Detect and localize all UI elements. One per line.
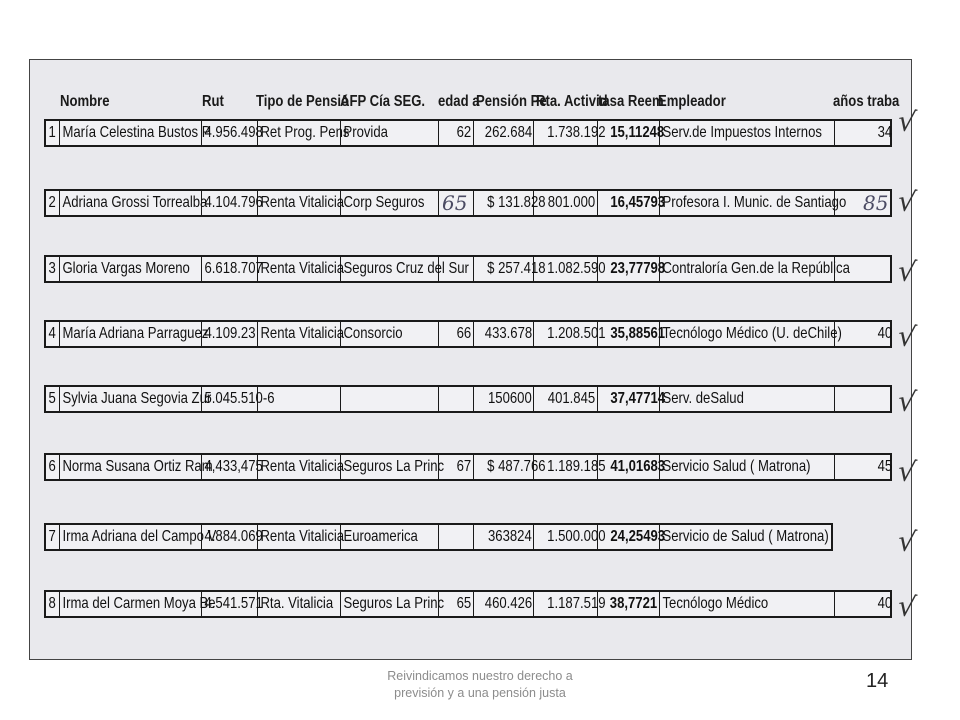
cell-pension: 363824 (474, 525, 534, 549)
column-header: Empleador (658, 93, 726, 110)
cell-empleador: Servicio Salud ( Matrona) (660, 455, 835, 479)
cell-empleador: Profesora I. Munic. de Santiago (660, 191, 835, 215)
cell-empleador: Serv. deSalud (660, 387, 835, 411)
cell-afp: Provida (341, 121, 439, 145)
cell-tipo: Renta Vitalicia (258, 257, 341, 281)
cell-rta: 1.208.501 (534, 322, 598, 346)
slide-footer (340, 668, 620, 702)
cell-tasa: 38,7721 (598, 592, 660, 616)
cell-rut: 4.956.498 (202, 121, 258, 145)
checkmark-icon: √ (895, 183, 919, 220)
cell-rta: 1.187.519 (534, 592, 598, 616)
cell-afp: Seguros La Princ (341, 455, 439, 479)
cell-tipo: Renta Vitalicia (258, 525, 341, 549)
cell-tipo: Renta Vitalicia (258, 322, 341, 346)
cell-anos: 40 (877, 595, 893, 612)
cell-num: 4 (46, 322, 60, 346)
cell-pension: 433.678 (474, 322, 534, 346)
cell-rta: 801.000 (534, 191, 598, 215)
table-row (44, 523, 833, 551)
cell-empleador: Serv.de Impuestos Internos (660, 121, 835, 145)
table-row (44, 255, 892, 283)
cell-nombre: Irma del Carmen Moya Be (60, 592, 202, 616)
page-number: 14 (866, 670, 889, 692)
table-row (44, 119, 892, 147)
cell-num: 6 (46, 455, 60, 479)
cell-anos: 40 (877, 325, 893, 342)
cell-nombre: Adriana Grossi Torrealba (60, 191, 202, 215)
column-header: Nombre (60, 93, 110, 110)
table-row (44, 189, 892, 217)
cell-num: 1 (46, 121, 60, 145)
table-row (44, 590, 892, 618)
cell-pension: $ 131.828 (474, 191, 534, 215)
footer-line-2: previsión y a una pensión justa (394, 686, 566, 700)
cell-num: 8 (46, 592, 60, 616)
cell-tipo: Renta Vitalicia (258, 191, 341, 215)
cell-empleador: Tecnólogo Médico (660, 592, 835, 616)
cell-rut: 4.541.571 (202, 592, 258, 616)
cell-rta: 1.738.192 (534, 121, 598, 145)
checkmark-icon: √ (895, 253, 919, 290)
cell-tasa: 23,77798 (598, 257, 660, 281)
table-row (44, 320, 892, 348)
cell-num: 2 (46, 191, 60, 215)
handwritten-years: 85 (863, 191, 889, 215)
cell-rta: 1.500.000 (534, 525, 598, 549)
column-header: Pensión Pe (476, 93, 547, 110)
cell-tipo: Rta. Vitalicia (258, 592, 341, 616)
scanned-table-image (29, 59, 919, 660)
cell-afp: Seguros La Princ (341, 592, 439, 616)
cell-rta: 401.845 (534, 387, 598, 411)
cell-edad: 62 (439, 121, 474, 145)
cell-edad: 67 (439, 455, 474, 479)
cell-tipo: Ret Prog. Pens (258, 121, 341, 145)
cell-empleador: Tecnólogo Médico (U. deChile) (660, 322, 835, 346)
column-header: Tipo de Pensió (256, 93, 350, 110)
cell-nombre: Gloria Vargas Moreno (60, 257, 202, 281)
cell-empleador: Contraloría Gen.de la República (660, 257, 835, 281)
checkmark-icon: √ (895, 523, 919, 560)
cell-afp: Euroamerica (341, 525, 439, 549)
cell-rut: 4.884.069 (202, 525, 258, 549)
footer-line-1: Reivindicamos nuestro derecho a (387, 669, 573, 683)
cell-tipo (258, 387, 341, 411)
column-header: Rut (202, 93, 224, 110)
cell-nombre: María Adriana Parraguez (60, 322, 202, 346)
table-row (44, 385, 892, 413)
cell-rut: 4.104.796 (202, 191, 258, 215)
column-header: edad a (438, 93, 480, 110)
column-header: AFP Cía SEG. (340, 93, 426, 110)
cell-afp: Corp Seguros (341, 191, 439, 215)
cell-tasa: 37,47714 (598, 387, 660, 411)
cell-pension: $ 487.766 (474, 455, 534, 479)
cell-anos: 34 (877, 124, 893, 141)
cell-afp (341, 387, 439, 411)
handwritten-age: 65 (442, 191, 468, 215)
cell-pension: 460.426 (474, 592, 534, 616)
cell-edad (439, 525, 474, 549)
cell-rut: 4,433,475 (202, 455, 258, 479)
cell-edad: 66 (439, 322, 474, 346)
cell-anos (835, 387, 894, 411)
cell-anos (835, 257, 894, 281)
cell-num: 5 (46, 387, 60, 411)
cell-num: 3 (46, 257, 60, 281)
checkmark-icon: √ (895, 383, 919, 420)
cell-rut: 6.618.707 (202, 257, 258, 281)
cell-tipo: Renta Vitalicia (258, 455, 341, 479)
checkmark-icon: √ (895, 588, 919, 625)
cell-tasa: 16,45793 (598, 191, 660, 215)
column-header: años traba (833, 93, 900, 110)
cell-nombre: Norma Susana Ortiz Ram (60, 455, 202, 479)
cell-pension: 262.684 (474, 121, 534, 145)
cell-pension: $ 257.418 (474, 257, 534, 281)
cell-edad (439, 387, 474, 411)
cell-nombre: Sylvia Juana Segovia Zur (60, 387, 202, 411)
cell-nombre: Irma Adriana del Campo V (60, 525, 202, 549)
checkmark-icon: √ (895, 318, 919, 355)
cell-tasa: 15,11248 (598, 121, 660, 145)
cell-afp: Consorcio (341, 322, 439, 346)
column-header: Rta. Activid (536, 93, 608, 110)
checkmark-icon: √ (895, 103, 919, 140)
cell-edad: 65 (439, 592, 474, 616)
cell-rta: 1.082.590 (534, 257, 598, 281)
cell-empleador: Servicio de Salud ( Matrona) (662, 528, 829, 545)
cell-pension: 150600 (474, 387, 534, 411)
column-header: tasa Reem (598, 93, 664, 110)
cell-tasa: 41,01683 (598, 455, 660, 479)
cell-afp: Seguros Cruz del Sur (341, 257, 439, 281)
table-row (44, 453, 892, 481)
cell-tasa: 24,25493 (598, 525, 660, 549)
cell-anos: 45 (877, 458, 893, 475)
cell-rta: 1.189.185 (534, 455, 598, 479)
cell-rut: 4.109.23 (202, 322, 258, 346)
cell-nombre: María Celestina Bustos P (60, 121, 202, 145)
cell-num: 7 (46, 525, 60, 549)
checkmark-icon: √ (895, 453, 919, 490)
cell-tasa: 35,88561 (598, 322, 660, 346)
cell-rut: 5.045.510-6 (202, 387, 258, 411)
cell-edad (439, 257, 474, 281)
